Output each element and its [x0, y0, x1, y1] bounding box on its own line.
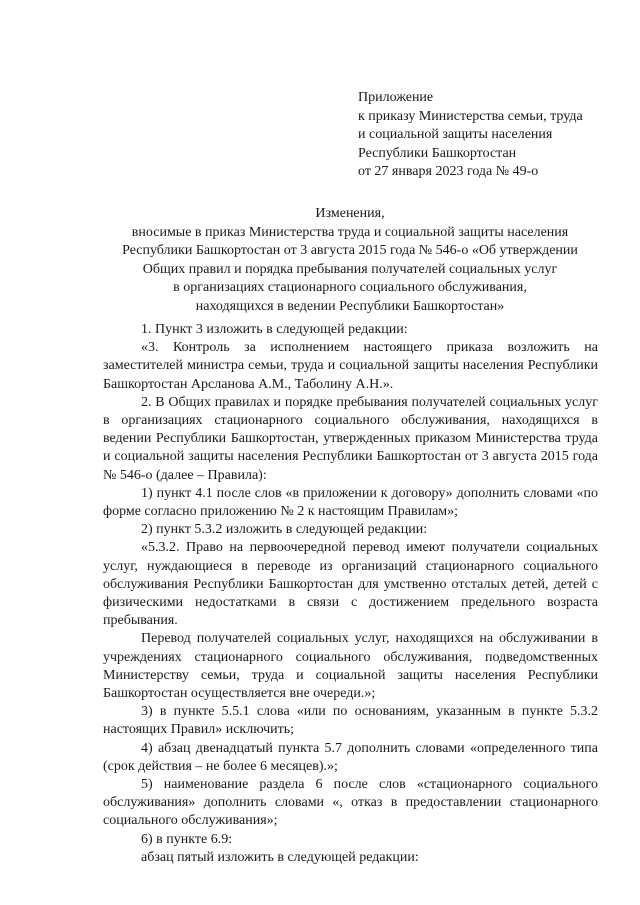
appendix-header	[358, 89, 583, 182]
body-paragraph: 1) пункт 4.1 после слов «в приложении к договору» дополнить словами «по форме согласно приложению № 2 к настоящим Правилам»;	[103, 485, 598, 520]
title-line: находящихся в ведении Республики Башкортостан»	[195, 298, 505, 314]
body-paragraph: 2. В Общих правилах и порядке пребывания получателей социальных услуг в организациях стационарного социального обслуживания, находящихся в ведении Республики Башкортостан, утвержденных приказом Министерства труда и социальной защиты населения Республики Башкортостан от 3 августа 2015 года № 546-о (далее – Правила):	[103, 394, 598, 483]
appendix-line: от 27 января 2023 года № 49-о	[358, 164, 539, 180]
body-paragraph: «3. Контроль за исполнением настоящего приказа возложить на заместителей министра семьи, труда и социальной защиты населения Республики Башкортостан Арсланова А.М., Таболину А.Н.».	[103, 340, 598, 392]
document-body	[103, 321, 598, 867]
title-line: Республики Башкортостан от 3 августа 2015 года № 546-о «Об утверждении	[122, 243, 578, 259]
appendix-line: Приложение	[358, 90, 434, 105]
body-paragraph: 6) в пункте 6.9:	[141, 831, 233, 847]
body-paragraph: 5) наименование раздела 6 после слов «стационарного социального обслуживания» дополнить словами «, отказ в предоставлении стационарного социального обслуживания»;	[103, 777, 598, 829]
title-line: вносимые в приказ Министерства труда и социальной защиты населения	[131, 224, 569, 240]
title-line: Изменения,	[315, 206, 385, 221]
body-paragraph: Перевод получателей социальных услуг, находящихся на обслуживании в учреждениях стационарного социального обслуживания, подведомственных Министерству семьи, труда и социальной защиты населения Республики Башкортостан осуществляется вне очереди.»;	[103, 631, 598, 702]
body-paragraph: «5.3.2. Право на первоочередной перевод имеют получатели социальных услуг, нуждающиеся в переводе из организаций стационарного социального обслуживания Республики Башкортостан для умственно отсталых детей, детей с физическими недостатками в связи с достижением предельного возраста пребывания.	[103, 540, 598, 629]
document-title	[100, 205, 600, 317]
body-paragraph: 2) пункт 5.3.2 изложить в следующей редакции:	[141, 522, 428, 538]
body-paragraph: абзац пятый изложить в следующей редакции:	[141, 849, 419, 865]
appendix-line: Республики Башкортостан	[358, 145, 517, 161]
title-line: Общих правил и порядка пребывания получателей социальных услуг	[142, 261, 558, 277]
body-paragraph: 3) в пункте 5.5.1 слова «или по основаниям, указанным в пункте 5.3.2 настоящих Правил» исключить;	[103, 704, 598, 738]
body-paragraph: 4) абзац двенадцатый пункта 5.7 дополнить словами «определенного типа (срок действия – не более 6 месяцев).»;	[103, 740, 598, 774]
title-line: в организациях стационарного социального обслуживания,	[173, 280, 527, 296]
body-paragraph: 1. Пункт 3 изложить в следующей редакции:	[141, 322, 408, 337]
appendix-line: и социальной защиты населения	[358, 127, 553, 143]
appendix-line: к приказу Министерства семьи, труда	[358, 108, 583, 124]
